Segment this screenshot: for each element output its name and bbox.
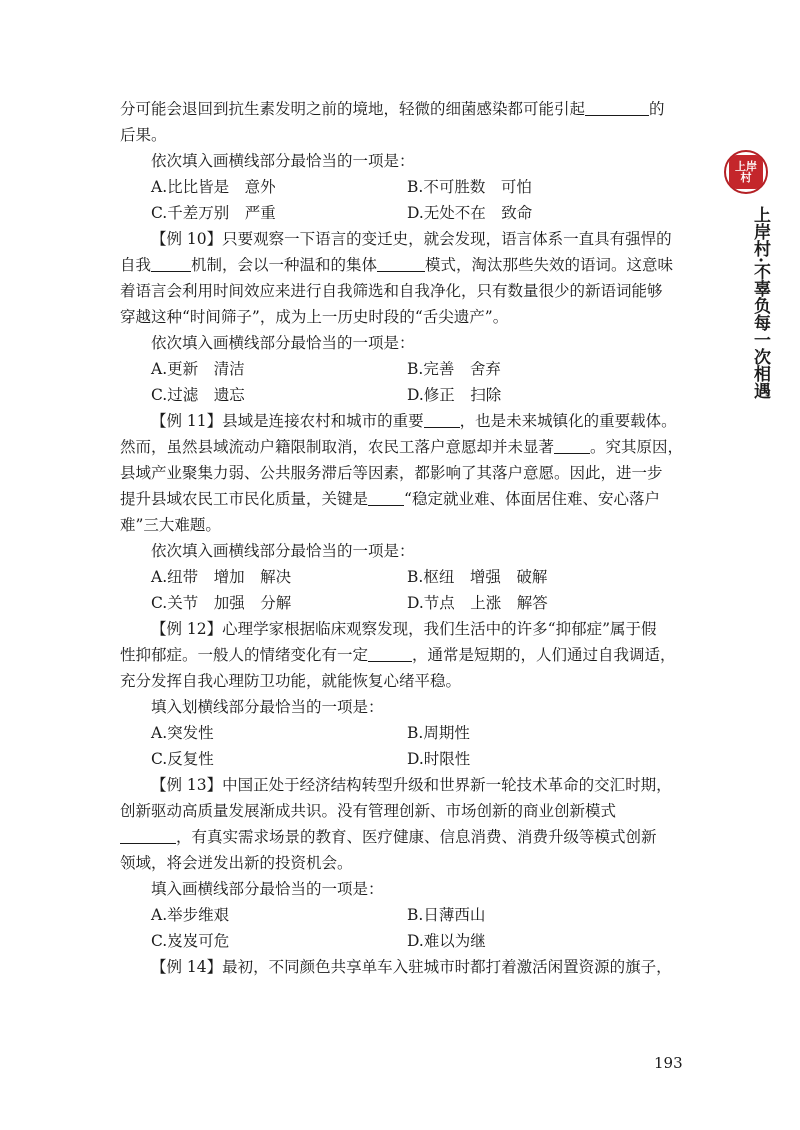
brand-seal-logo: [724, 150, 768, 194]
question-prompt: 依次填入画横线部分最恰当的一项是：: [151, 152, 415, 170]
fill-blank: [120, 827, 176, 844]
text-line: 【例 10】只要观察一下语言的变迁史，就会发现，语言体系一直具有强悍的: [151, 230, 672, 248]
text-span: 性抑郁症。一般人的情绪变化有一定: [120, 646, 369, 664]
text-span: 机制，会以一种温和的集体: [191, 256, 378, 274]
option-b: B.完善 舍弃: [407, 360, 501, 378]
text-span: 提升县域农民工市民化质量，关键是: [120, 490, 369, 508]
brand-sidebar: [724, 150, 774, 399]
option-d: D.难以为继: [407, 932, 486, 950]
option-a: A.举步维艰: [151, 906, 230, 924]
text-line: [120, 434, 688, 460]
text-line: 充分发挥自我心理防卫功能，就能恢复心绪平稳。: [120, 672, 462, 690]
page-number: 193: [654, 1054, 683, 1072]
brand-slogan: 上岸村·不辜负每一次相遇: [750, 206, 770, 399]
text-span: 的: [649, 100, 665, 118]
option-c: C.反复性: [151, 750, 214, 768]
question-prompt: 填入划横线部分最恰当的一项是：: [151, 698, 384, 716]
text-line: 领域，将会迸发出新的投资机会。: [120, 854, 353, 872]
text-span: 。究其原因，: [590, 438, 684, 456]
text-span: 【例 11】县域是连接农村和城市的重要: [151, 412, 424, 430]
text-span: ，通常是短期的，人们通过自我调适，: [412, 646, 676, 664]
text-line: 着语言会利用时间效应来进行自我筛选和自我净化，只有数量很少的新语词能够: [120, 282, 663, 300]
option-d: D.时限性: [407, 750, 471, 768]
option-b: B.枢纽 增强 破解: [407, 568, 548, 586]
option-row: [120, 174, 688, 200]
text-line: [120, 486, 688, 512]
option-row: [120, 720, 688, 746]
option-row: [120, 382, 688, 408]
option-row: [120, 356, 688, 382]
text-line: [120, 824, 688, 850]
option-row: [120, 590, 688, 616]
text-line: 【例 12】心理学家根据临床观察发现，我们生活中的许多“抑郁症”属于假: [151, 620, 657, 638]
option-c: C.岌岌可危: [151, 932, 230, 950]
text-line: 【例 14】最初，不同颜色共享单车入驻城市时都打着激活闲置资源的旗子，: [151, 958, 672, 976]
option-row: [120, 564, 688, 590]
text-line: 县域产业聚集力弱、公共服务滞后等因素，都影响了其落户意愿。因此，进一步: [120, 464, 663, 482]
option-b: B.周期性: [407, 724, 470, 742]
text-span: 模式，淘汰那些失效的语词。这意味: [425, 256, 674, 274]
seal-text-bottom: 村: [740, 171, 752, 184]
option-c: C.千差万别 严重: [151, 204, 276, 222]
text-span: 分可能会退回到抗生素发明之前的境地，轻微的细菌感染都可能引起: [120, 100, 586, 118]
text-line: 难”三大难题。: [120, 516, 221, 534]
text-line: 穿越这种“时间筛子”，成为上一历史时段的“舌尖遗产”。: [120, 308, 509, 326]
fill-blank: [151, 255, 191, 272]
text-span: 自我: [120, 256, 152, 274]
option-row: [120, 928, 688, 954]
question-prompt: 依次填入画横线部分最恰当的一项是：: [151, 542, 415, 560]
text-line: [120, 408, 688, 434]
option-row: [120, 902, 688, 928]
option-c: C.关节 加强 分解: [151, 594, 292, 612]
fill-blank: [585, 99, 649, 116]
text-line: 后果。: [120, 126, 167, 144]
option-c: C.过滤 遗忘: [151, 386, 245, 404]
text-line: [120, 642, 688, 668]
text-line: [120, 96, 688, 122]
option-a: A.比比皆是 意外: [151, 178, 276, 196]
text-line: 创新驱动高质量发展渐成共识。没有管理创新、市场创新的商业创新模式: [120, 802, 617, 820]
fill-blank: [377, 255, 425, 272]
fill-blank: [368, 645, 412, 662]
option-d: D.无处不在 致命: [407, 204, 533, 222]
question-prompt: 依次填入画横线部分最恰当的一项是：: [151, 334, 415, 352]
page-body: [120, 96, 688, 980]
fill-blank: [368, 489, 404, 506]
question-prompt: 填入画横线部分最恰当的一项是：: [151, 880, 384, 898]
option-a: A.纽带 增加 解决: [151, 568, 292, 586]
option-b: B.日薄西山: [407, 906, 486, 924]
seal-text-top: 上岸: [735, 160, 757, 173]
option-row: [120, 200, 688, 226]
text-span: ，有真实需求场景的教育、医疗健康、信息消费、消费升级等模式创新: [176, 828, 657, 846]
option-d: D.节点 上涨 解答: [407, 594, 548, 612]
option-a: A.突发性: [151, 724, 214, 742]
text-line: [120, 252, 688, 278]
fill-blank: [424, 411, 460, 428]
option-row: [120, 746, 688, 772]
fill-blank: [554, 437, 590, 454]
text-line: 【例 13】中国正处于经济结构转型升级和世界新一轮技术革命的交汇时期，: [151, 776, 672, 794]
option-a: A.更新 清洁: [151, 360, 245, 378]
text-span: 然而，虽然县域流动户籍限制取消，农民工落户意愿却并未显著: [120, 438, 555, 456]
option-d: D.修正 扫除: [407, 386, 502, 404]
option-b: B.不可胜数 可怕: [407, 178, 532, 196]
text-span: “稳定就业难、体面居住难、安心落户: [404, 490, 660, 508]
text-span: ，也是未来城镇化的重要载体。: [459, 412, 677, 430]
seal-mark: [729, 155, 763, 189]
